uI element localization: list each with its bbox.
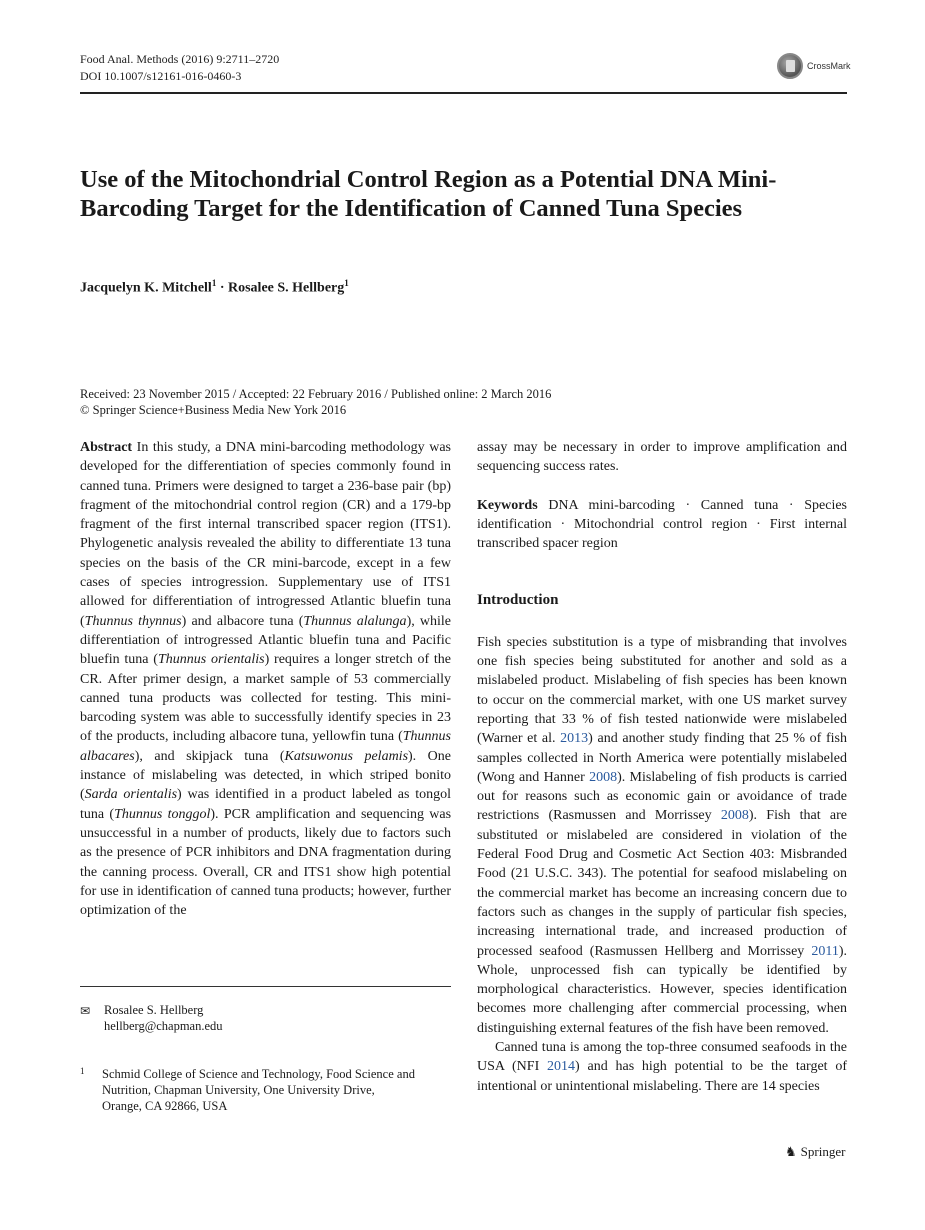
intro-text: ). Mislabeling of fish products is carried out for reasons such as economic gain or avoidance of trade restrictions (Rasmussen and Morrissey [477, 769, 847, 824]
abstract-text: ). One instance of mislabeling was detected, in which striped bonito ( [80, 748, 451, 803]
affiliation-line: Nutrition, Chapman University, One University Drive, [102, 1083, 375, 1097]
intro-text: ) and has high potential to be the target of intentional or unintentional mislabeling. There are 14 species [477, 1059, 847, 1094]
citation-link[interactable]: 2013 [560, 731, 589, 747]
author-affiliation-marker: 1 [211, 278, 217, 288]
author-list [80, 278, 349, 297]
species-name: Katsuwonus pelamis [284, 748, 409, 764]
author-affiliation-marker: 1 [344, 278, 349, 288]
citation-link[interactable]: 2011 [811, 943, 839, 959]
introduction-paragraph [477, 1038, 847, 1096]
right-column [477, 438, 847, 1096]
abstract-text: ) requires a longer stretch of the CR. After primer design, a market sample of 53 commercially canned tuna products was collected for testing. This mini-barcoding system was able to successfully identify species in 23 of the products, including albacore tuna, yellowfin tuna ( [80, 652, 452, 745]
left-column [80, 438, 451, 920]
abstract-text: ). PCR amplification and sequencing was unsuccessful in a number of products, likely due to factors such as the presence of PCR inhibitors and DNA fragmentation during the canning process. Overall, CR and ITS1 show high potential for use in identification of canned tuna products; however, further optimization of the [80, 806, 452, 919]
intro-text: ) and another study finding that 25 % of fish samples collected in North America were potentially mislabeled (Wong and Hanner [477, 731, 847, 785]
corresponding-author [80, 1002, 223, 1034]
species-name: Thunnus orientalis [157, 652, 265, 668]
affiliation-line: Orange, CA 92866, USA [102, 1099, 228, 1113]
species-name: Sarda orientalis [84, 787, 178, 803]
corresponding-author-name: Rosalee S. Hellberg [104, 1003, 204, 1017]
abstract-text: ), while differentiation of introgressed Atlantic bluefin tuna and Pacific bluefin tuna ( [80, 613, 451, 668]
crossmark-label: CrossMark [807, 61, 851, 71]
intro-text: ). Fish that are substituted or mislabeled are considered in violation of the Federal Food Drug and Cosmetic Act Section 403: Misbranded Food (21 U.S.C. 343). The potential for seafood mislabeling on the commercial market has become an increasing concern due to factors such as changes in the supply of particular fish species, increasing international trade, and increased production of processed seafood (Rasmussen Hellberg and Morrissey [477, 808, 848, 959]
abstract-label: Abstract [80, 440, 133, 455]
abstract-text: ) and albacore tuna ( [181, 613, 304, 629]
species-name: Thunnus alalunga [303, 613, 407, 629]
abstract-paragraph [80, 438, 451, 920]
journal-doi[interactable]: DOI 10.1007/s12161-016-0460-3 [80, 69, 242, 83]
author-name[interactable]: Jacquelyn K. Mitchell [80, 280, 212, 296]
article-title: Use of the Mitochondrial Control Region as a Potential DNA Mini-Barcoding Target for the Identification of Canned Tuna Species [80, 166, 777, 222]
keywords-label: Keywords [477, 497, 538, 513]
publisher-logo [785, 1144, 845, 1160]
intro-text: ). Whole, unprocessed fish can typically be identified by morphological characteristics. However, species identification becomes more challenging after commercial processing, when distinguishing external features of the fish have been removed. [477, 943, 847, 1036]
abstract-text: ) was identified in a product labeled as tongol tuna ( [80, 787, 451, 822]
corresponding-author-email[interactable]: hellberg@chapman.edu [104, 1019, 223, 1033]
affiliation-line: Schmid College of Science and Technology, Food Science and [102, 1067, 415, 1081]
affiliation-footnote [80, 1066, 451, 1114]
abstract-continuation: assay may be necessary in order to improve amplification and sequencing success rates. [477, 440, 847, 475]
citation-link[interactable]: 2008 [720, 808, 749, 824]
publication-dates [80, 386, 551, 418]
crossmark-icon [777, 53, 803, 79]
author-name[interactable]: Rosalee S. Hellberg [228, 280, 345, 296]
springer-horse-icon: ♞ [785, 1144, 797, 1160]
header-rule [80, 92, 847, 94]
dates-line: Received: 23 November 2015 / Accepted: 22 February 2016 / Published online: 2 March 2016 [80, 387, 552, 401]
keywords-paragraph [477, 496, 847, 554]
journal-citation: Food Anal. Methods (2016) 9:2711–2720 [80, 52, 280, 66]
species-name: Thunnus thynnus [84, 613, 182, 629]
copyright-line: © Springer Science+Business Media New York 2016 [80, 403, 347, 417]
introduction-paragraph [477, 633, 847, 1038]
species-name: Thunnus albacares [80, 729, 451, 764]
keywords-text: DNA mini-barcoding · Canned tuna · Species identification · Mitochondrial control region · First internal transcribed spacer region [477, 497, 847, 552]
citation-link[interactable]: 2008 [589, 769, 618, 785]
author-separator: · [216, 280, 228, 296]
affiliation-number: 1 [80, 1066, 85, 1076]
abstract-text: ), and skipjack tuna ( [134, 748, 285, 764]
species-name: Thunnus tonggol [114, 806, 211, 822]
abstract-text: In this study, a DNA mini-barcoding methodology was developed for the differentiation of species commonly found in canned tuna. Primers were designed to target a 236-base pair (bp) fragment of the mitochondrial control region (CR) and a 179-bp fragment of the first internal transcribed spacer region (ITS1). Phylogenetic analysis revealed the ability to differentiate 13 tuna species on the basis of the CR mini-barcode, except in a few cases of species introgression. Supplementary use of ITS1 allowed for differentiation of introgressed Atlantic bluefin tuna ( [80, 440, 451, 629]
intro-text: Canned tuna is among the top-three consumed seafoods in the USA (NFI [477, 1040, 847, 1075]
footnote-rule [80, 986, 451, 987]
publisher-name: Springer [800, 1144, 846, 1159]
crossmark-badge[interactable] [777, 53, 851, 79]
envelope-icon: ✉ [80, 1004, 91, 1018]
introduction-heading: Introduction [477, 592, 559, 609]
intro-text: Fish species substitution is a type of misbranding that involves one fish species being substituted for another and sold as a mislabeled product. Mislabeling of fish species has been known to occur on the commercial market, with one US market survey reporting that 33 % of fish tested nationwide were mislabeled (Warner et al. [477, 634, 847, 747]
citation-link[interactable]: 2014 [547, 1059, 576, 1075]
